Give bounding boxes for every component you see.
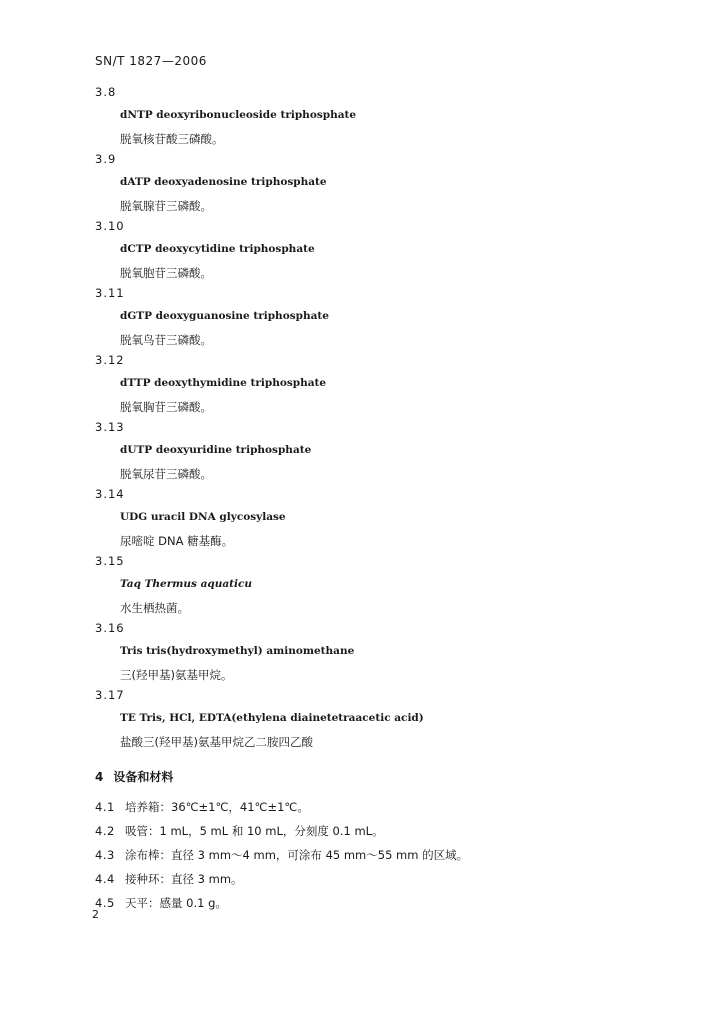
item-text: 天平：感量 0.1 g。 (125, 896, 227, 910)
item-text: 吸管：1 mL，5 mL 和 10 mL，分刻度 0.1 mL。 (125, 824, 384, 838)
term-chinese: 水生栖热菌。 (120, 601, 189, 615)
equipment-item (95, 799, 695, 823)
terms-list (95, 85, 695, 755)
term-number: 3.15 (95, 554, 125, 568)
term-entry (95, 688, 695, 755)
term-english: UDG uracil DNA glycosylase (120, 511, 286, 523)
term-english: dCTP deoxycytidine triphosphate (120, 243, 315, 255)
term-english: dUTP deoxyuridine triphosphate (120, 444, 312, 456)
equipment-list (95, 799, 695, 919)
term-chinese: 脱氧腺苷三磷酸。 (120, 199, 212, 213)
item-number: 4.3 (95, 848, 115, 862)
term-number: 3.9 (95, 152, 117, 166)
equipment-item (95, 823, 695, 847)
equipment-item (95, 847, 695, 871)
term-chinese: 盐酸三(羟甲基)氨基甲烷乙二胺四乙酸 (120, 735, 313, 749)
term-number: 3.16 (95, 621, 125, 635)
item-text: 培养箱：36℃±1℃，41℃±1℃。 (125, 800, 309, 814)
item-text: 涂布棒：直径 3 mm～4 mm，可涂布 45 mm～55 mm 的区域。 (125, 848, 469, 862)
equipment-item (95, 871, 695, 895)
term-number: 3.14 (95, 487, 125, 501)
term-english: dNTP deoxyribonucleoside triphosphate (120, 109, 357, 121)
term-number: 3.12 (95, 353, 125, 367)
item-text: 接种环：直径 3 mm。 (125, 872, 243, 886)
page-number: 2 (92, 908, 99, 921)
term-entry (95, 152, 695, 219)
item-number: 4.4 (95, 872, 115, 886)
term-english: dGTP deoxyguanosine triphosphate (120, 310, 329, 322)
section-number: 4 (95, 770, 104, 784)
standard-number-header: SN/T 1827—2006 (95, 54, 207, 68)
term-chinese: 脱氧核苷酸三磷酸。 (120, 132, 224, 146)
section-heading (95, 768, 173, 785)
term-number: 3.17 (95, 688, 125, 702)
term-chinese: 三(羟甲基)氨基甲烷。 (120, 668, 233, 682)
term-entry (95, 554, 695, 621)
term-number: 3.8 (95, 85, 117, 99)
term-chinese: 尿嘧啶 DNA 糖基酶。 (120, 534, 234, 548)
item-number: 4.5 (95, 896, 115, 910)
term-english: Taq Thermus aquaticu (120, 578, 253, 590)
item-number: 4.1 (95, 800, 115, 814)
section-title-text: 设备和材料 (113, 770, 174, 784)
term-english: dATP deoxyadenosine triphosphate (120, 176, 327, 188)
term-number: 3.10 (95, 219, 125, 233)
term-english: TE Tris, HCl, EDTA(ethylena diainetetraacetic acid) (120, 712, 424, 724)
term-chinese: 脱氧鸟苷三磷酸。 (120, 333, 212, 347)
term-entry (95, 353, 695, 420)
term-number: 3.11 (95, 286, 125, 300)
term-english: Tris tris(hydroxymethyl) aminomethane (120, 645, 355, 657)
item-number: 4.2 (95, 824, 115, 838)
term-chinese: 脱氧尿苷三磷酸。 (120, 467, 212, 481)
term-entry (95, 85, 695, 152)
equipment-item (95, 895, 695, 919)
term-entry (95, 219, 695, 286)
term-chinese: 脱氧胞苷三磷酸。 (120, 266, 212, 280)
term-entry (95, 487, 695, 554)
term-entry (95, 621, 695, 688)
term-english: dTTP deoxythymidine triphosphate (120, 377, 327, 389)
term-number: 3.13 (95, 420, 125, 434)
term-entry (95, 420, 695, 487)
term-chinese: 脱氧胸苷三磷酸。 (120, 400, 212, 414)
term-entry (95, 286, 695, 353)
